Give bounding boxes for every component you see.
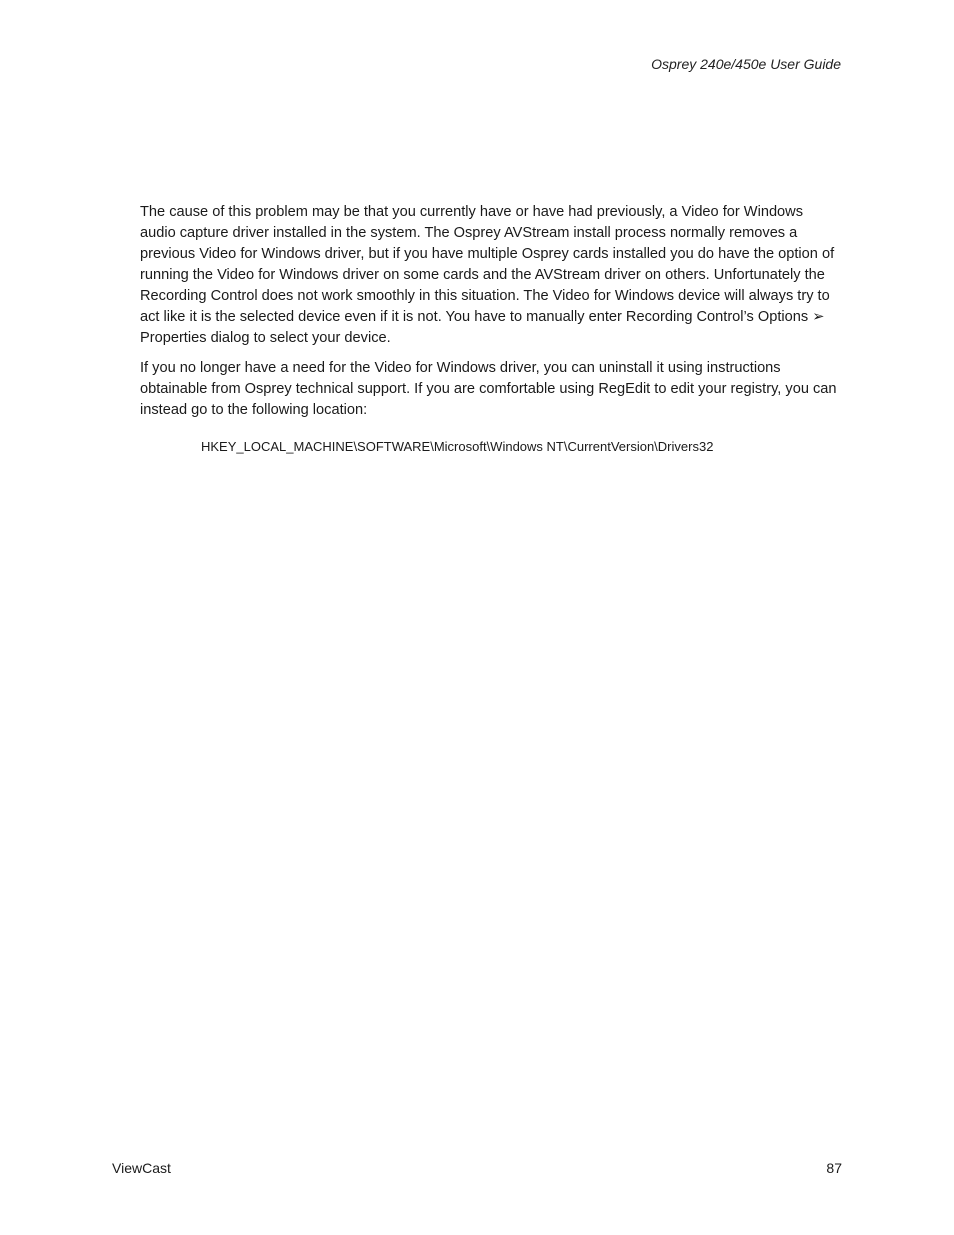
footer-company: ViewCast [112,1160,171,1176]
body-paragraph-2: If you no longer have a need for the Video for Windows driver, you can uninstall it using instructions obtainable from Osprey technical support. If you are comfortable using RegEdit to edit your registry, you can instead go to the following location: [140,360,837,418]
body-paragraph-1: The cause of this problem may be that you currently have or have had previously, a Video for Windows audio capture driver installed in the system. The Osprey AVStream install process normally removes a previous Video for Windows driver, but if you have multiple Osprey cards installed you do have the option of running the Video for Windows driver on some cards and the AVStream driver on others. Unfortunately the Recording Control does not work smoothly in this situation. The Video for Windows device will always try to act like it is the selected device even if it is not. You have to manually enter Recording Control’s Options ➢ Properties dialog to select your device. [140,204,835,346]
footer-page-number: 87 [826,1160,842,1176]
page-header-title: Osprey 240e/450e User Guide [651,56,841,72]
page-content [140,202,842,456]
registry-path: HKEY_LOCAL_MACHINE\SOFTWARE\Microsoft\Windows NT\CurrentVersion\Drivers32 [201,439,714,454]
